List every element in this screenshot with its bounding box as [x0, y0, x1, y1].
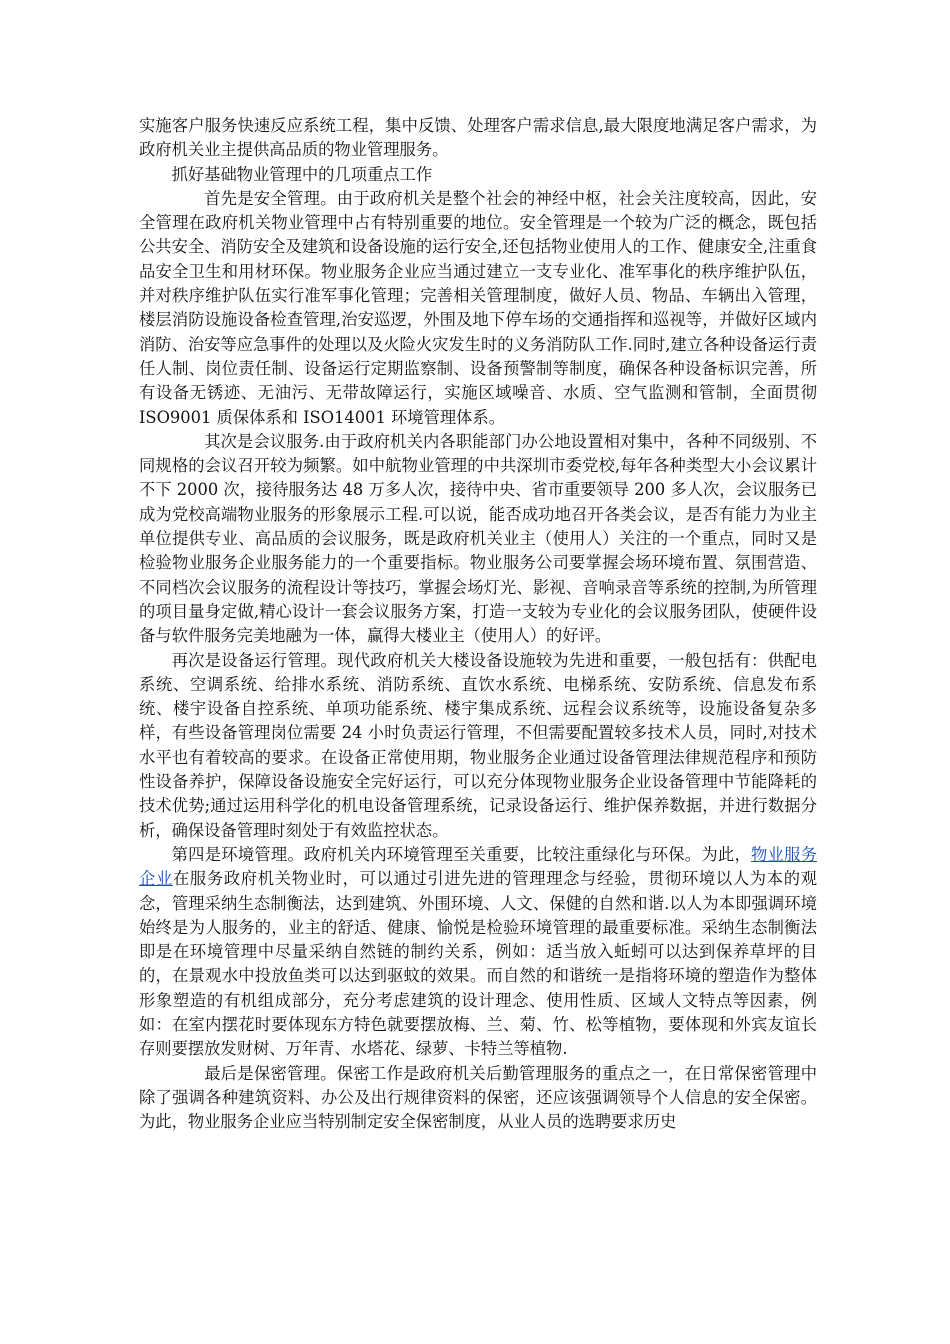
document-body: [139, 114, 817, 1134]
paragraph-meeting: 其次是会议服务.由于政府机关内各职能部门办公地设置相对集中，各种不同级别、不同规格的会议召开较为频繁。如中航物业管理的中共深圳市委党校,每年各种类型大小会议累计不下 2000 次，接待服务达 48 万多人次，接待中央、省市重要领导 200 多人次，会议服务已成为党校高端物业服务的形象展示工程.可以说，能否成功地召开各类会议，是否有能力为业主单位提供专业、高品质的会议服务，既是政府机关业主（使用人）关注的一个重点，同时又是检验物业服务企业服务能力的一个重要指标。物业服务公司要掌握会场环境布置、氛围营造、不同档次会议服务的流程设计等技巧，掌握会场灯光、影视、音响录音等系统的控制,为所管理的项目量身定做,精心设计一套会议服务方案，打造一支较为专业化的会议服务团队，使硬件设备与软件服务完美地融为一体，赢得大楼业主（使用人）的好评。: [139, 431, 817, 646]
paragraph-secrecy: 最后是保密管理。保密工作是政府机关后勤管理服务的重点之一，在日常保密管理中除了强调各种建筑资料、办公及出行规律资料的保密，还应该强调领导个人信息的安全保密。为此，物业服务企业应当特别制定安全保密制度，从业人员的选聘要求历史: [139, 1063, 817, 1132]
property-service-company-link[interactable]: 物业服务企业: [139, 844, 817, 889]
paragraph-equipment: 再次是设备运行管理。现代政府机关大楼设备设施较为先进和重要，一般包括有：供配电系统、空调系统、给排水系统、消防系统、直饮水系统、电梯系统、安防系统、信息发布系统、楼宇设备自控系统、单项功能系统、楼宇集成系统、远程会议系统等，设施设备复杂多样，有些设备管理岗位需要 24 小时负责运行管理，不但需要配置较多技术人员，同时,对技术水平也有着较高的要求。在设备正常使用期，物业服务企业通过设备管理法律规范程序和预防性设备养护，保障设备设施安全完好运行，可以充分体现物业服务企业设备管理中节能降耗的技术优势;通过运用科学化的机电设备管理系统，记录设备运行、维护保养数据，并进行数据分析，确保设备管理时刻处于有效监控状态。: [139, 650, 817, 840]
section-heading: 抓好基础物业管理中的几项重点工作: [171, 164, 433, 184]
paragraph-environment: [139, 843, 817, 1062]
environment-text-after-link: 在服务政府机关物业时，可以通过引进先进的管理理念与经验，贯彻环境以人为本的观念，管理采纳生态制衡法，达到建筑、外围环境、人文、保健的自然和谐.以人为本即强调环境始终是为人服务的，业主的舒适、健康、愉悦是检验环境管理的最重要标准。采纳生态制衡法即是在环境管理中尽量采纳自然链的制约关系，例如：适当放入蚯蚓可以达到保养草坪的目的，在景观水中投放鱼类可以达到驱蚊的效果。而自然的和谐统一是指将环境的塑造作为整体形象塑造的有机组成部分，充分考虑建筑的设计理念、使用性质、区域人文特点等因素，例如：在室内摆花时要体现东方特色就要摆放梅、兰、菊、竹、松等植物，要体现和外宾友谊长存则要摆放发财树、万年青、水塔花、绿萝、卡特兰等植物.: [139, 869, 817, 1059]
paragraph-intro: 实施客户服务快速反应系统工程，集中反馈、处理客户需求信息,最大限度地满足客户需求，为政府机关业主提供高品质的物业管理服务。: [139, 116, 817, 160]
environment-text-before-link: 第四是环境管理。政府机关内环境管理至关重要，比较注重绿化与环保。为此，: [171, 844, 752, 864]
paragraph-security: 首先是安全管理。由于政府机关是整个社会的神经中枢，社会关注度较高，因此，安全管理在政府机关物业管理中占有特别重要的地位。安全管理是一个较为广泛的概念，既包括公共安全、消防安全及建筑和设备设施的运行安全,还包括物业使用人的工作、健康安全,注重食品安全卫生和用材环保。物业服务企业应当通过建立一支专业化、准军事化的秩序维护队伍，并对秩序维护队伍实行准军事化管理；完善相关管理制度，做好人员、物品、车辆出入管理，楼层消防设施设备检查管理,治安巡逻，外围及地下停车场的交通指挥和巡视等，并做好区域内消防、治安等应急事件的处理以及火险火灾发生时的义务消防队工作.同时,建立各种设备运行责任人制、岗位责任制、设备运行定期监察制、设备预警制等制度，确保各种设备标识完善，所有设备无锈迹、无油污、无带故障运行，实施区域噪音、水质、空气监测和管制，全面贯彻 ISO9001 质保体系和 ISO14001 环境管理体系。: [139, 188, 817, 427]
